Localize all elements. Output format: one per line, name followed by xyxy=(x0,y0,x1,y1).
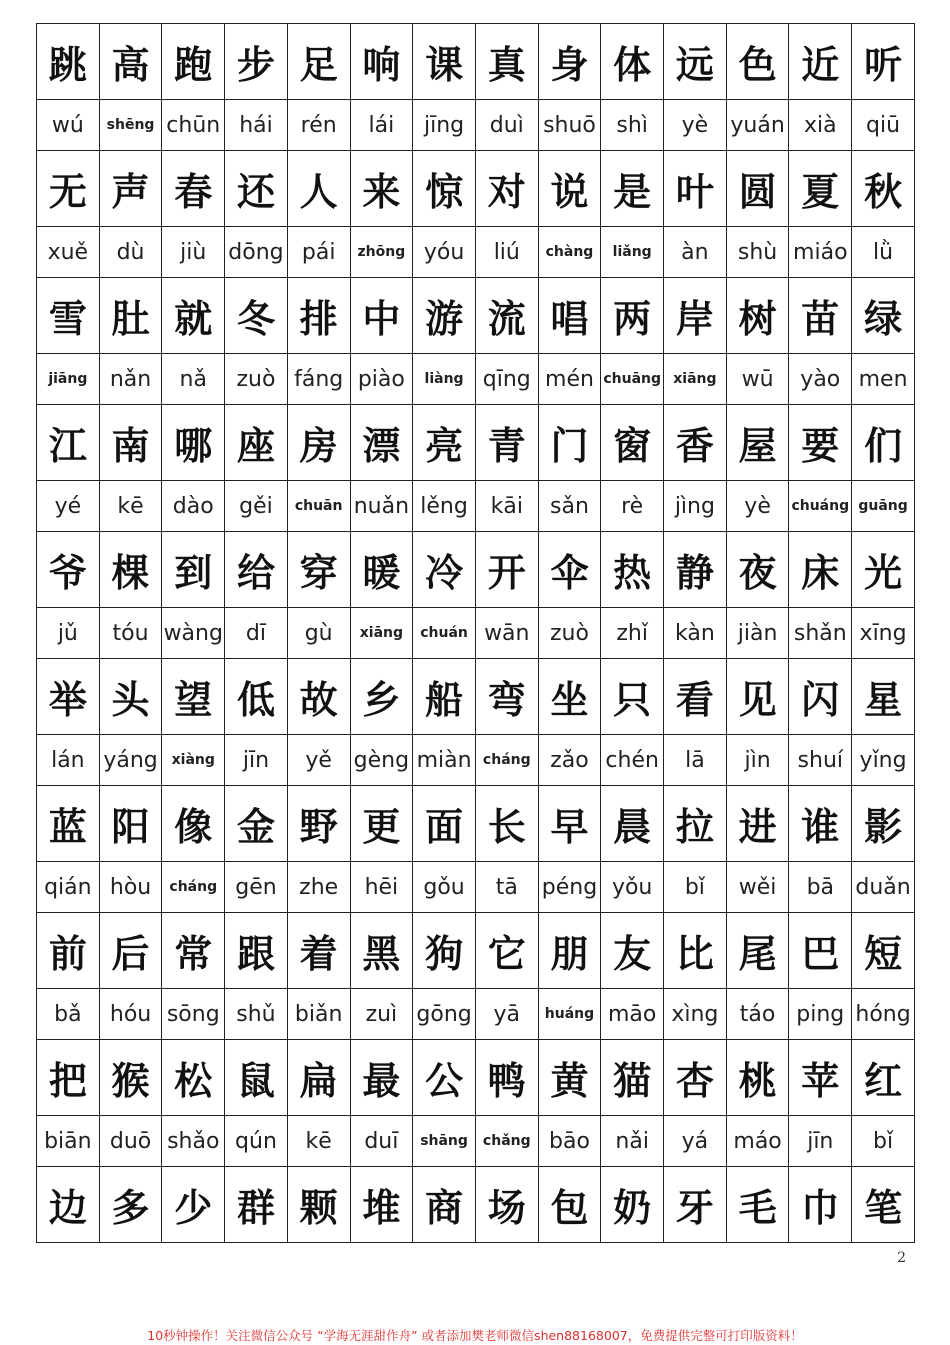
pinyin-cell: yě xyxy=(287,735,350,786)
hanzi-cell: 见 xyxy=(726,659,789,735)
hanzi-cell: 惊 xyxy=(413,151,476,227)
pinyin-cell: shuí xyxy=(789,735,852,786)
hanzi-cell: 高 xyxy=(99,24,162,100)
hanzi-cell: 真 xyxy=(475,24,538,100)
pinyin-cell: chàng xyxy=(538,227,601,278)
pinyin-cell: jiù xyxy=(162,227,225,278)
hanzi-cell: 跳 xyxy=(37,24,100,100)
hanzi-cell: 星 xyxy=(852,659,915,735)
hanzi-cell: 前 xyxy=(37,913,100,989)
pinyin-cell: jǔ xyxy=(37,608,100,659)
hanzi-cell: 说 xyxy=(538,151,601,227)
pinyin-cell: chuāng xyxy=(601,354,664,405)
hanzi-row xyxy=(37,1167,915,1243)
hanzi-row xyxy=(37,913,915,989)
pinyin-cell: jiāng xyxy=(37,354,100,405)
pinyin-cell: nǎn xyxy=(99,354,162,405)
pinyin-cell: dōng xyxy=(225,227,288,278)
pinyin-cell: gōng xyxy=(413,989,476,1040)
hanzi-cell: 房 xyxy=(287,405,350,481)
pinyin-cell: jīn xyxy=(789,1116,852,1167)
hanzi-row xyxy=(37,151,915,227)
pinyin-cell: yáng xyxy=(99,735,162,786)
hanzi-cell: 冷 xyxy=(413,532,476,608)
pinyin-row xyxy=(37,862,915,913)
pinyin-cell: zuì xyxy=(350,989,413,1040)
pinyin-cell: liú xyxy=(475,227,538,278)
pinyin-cell: yá xyxy=(664,1116,727,1167)
hanzi-cell: 哪 xyxy=(162,405,225,481)
hanzi-cell: 中 xyxy=(350,278,413,354)
pinyin-cell: yào xyxy=(789,354,852,405)
hanzi-cell: 只 xyxy=(601,659,664,735)
hanzi-cell: 课 xyxy=(413,24,476,100)
hanzi-cell: 远 xyxy=(664,24,727,100)
hanzi-cell: 南 xyxy=(99,405,162,481)
hanzi-cell: 体 xyxy=(601,24,664,100)
pinyin-cell: hēi xyxy=(350,862,413,913)
hanzi-cell: 岸 xyxy=(664,278,727,354)
pinyin-cell: liǎng xyxy=(601,227,664,278)
hanzi-cell: 黄 xyxy=(538,1040,601,1116)
pinyin-cell: duì xyxy=(475,100,538,151)
hanzi-cell: 猫 xyxy=(601,1040,664,1116)
hanzi-row xyxy=(37,278,915,354)
pinyin-cell: gǒu xyxy=(413,862,476,913)
page-number: 2 xyxy=(897,1250,906,1266)
hanzi-cell: 夏 xyxy=(789,151,852,227)
pinyin-cell: xià xyxy=(789,100,852,151)
pinyin-cell: bǐ xyxy=(664,862,727,913)
pinyin-cell: sōng xyxy=(162,989,225,1040)
hanzi-cell: 低 xyxy=(225,659,288,735)
pinyin-cell: mén xyxy=(538,354,601,405)
pinyin-cell: māo xyxy=(601,989,664,1040)
hanzi-cell: 身 xyxy=(538,24,601,100)
pinyin-cell: kē xyxy=(287,1116,350,1167)
hanzi-cell: 要 xyxy=(789,405,852,481)
pinyin-cell: yǒu xyxy=(601,862,664,913)
pinyin-row xyxy=(37,100,915,151)
hanzi-cell: 来 xyxy=(350,151,413,227)
pinyin-cell: dù xyxy=(99,227,162,278)
hanzi-cell: 商 xyxy=(413,1167,476,1243)
pinyin-cell: wú xyxy=(37,100,100,151)
hanzi-cell: 唱 xyxy=(538,278,601,354)
hanzi-cell: 后 xyxy=(99,913,162,989)
hanzi-cell: 雪 xyxy=(37,278,100,354)
hanzi-cell: 听 xyxy=(852,24,915,100)
pinyin-row xyxy=(37,989,915,1040)
hanzi-cell: 故 xyxy=(287,659,350,735)
hanzi-cell: 船 xyxy=(413,659,476,735)
pinyin-cell: chuān xyxy=(287,481,350,532)
pinyin-cell: zhe xyxy=(287,862,350,913)
hanzi-cell: 早 xyxy=(538,786,601,862)
pinyin-cell: shù xyxy=(726,227,789,278)
hanzi-cell: 响 xyxy=(350,24,413,100)
hanzi-cell: 青 xyxy=(475,405,538,481)
hanzi-cell: 把 xyxy=(37,1040,100,1116)
character-table xyxy=(36,23,915,1243)
hanzi-cell: 色 xyxy=(726,24,789,100)
pinyin-cell: hóu xyxy=(99,989,162,1040)
pinyin-cell: xiāng xyxy=(664,354,727,405)
hanzi-cell: 们 xyxy=(852,405,915,481)
hanzi-cell: 就 xyxy=(162,278,225,354)
hanzi-cell: 举 xyxy=(37,659,100,735)
pinyin-cell: qián xyxy=(37,862,100,913)
pinyin-cell: nǎ xyxy=(162,354,225,405)
hanzi-cell: 常 xyxy=(162,913,225,989)
hanzi-cell: 开 xyxy=(475,532,538,608)
hanzi-cell: 多 xyxy=(99,1167,162,1243)
hanzi-row xyxy=(37,659,915,735)
hanzi-cell: 奶 xyxy=(601,1167,664,1243)
pinyin-cell: ping xyxy=(789,989,852,1040)
pinyin-cell: lǜ xyxy=(852,227,915,278)
pinyin-cell: shuō xyxy=(538,100,601,151)
pinyin-row xyxy=(37,354,915,405)
pinyin-cell: tā xyxy=(475,862,538,913)
pinyin-cell: zǎo xyxy=(538,735,601,786)
hanzi-row xyxy=(37,24,915,100)
pinyin-cell: biǎn xyxy=(287,989,350,1040)
hanzi-cell: 漂 xyxy=(350,405,413,481)
pinyin-cell: jīng xyxy=(413,100,476,151)
hanzi-cell: 秋 xyxy=(852,151,915,227)
hanzi-cell: 跟 xyxy=(225,913,288,989)
pinyin-cell: xiāng xyxy=(350,608,413,659)
pinyin-cell: nuǎn xyxy=(350,481,413,532)
hanzi-cell: 穿 xyxy=(287,532,350,608)
pinyin-cell: fáng xyxy=(287,354,350,405)
pinyin-cell: xīng xyxy=(852,608,915,659)
pinyin-cell: yè xyxy=(726,481,789,532)
hanzi-cell: 像 xyxy=(162,786,225,862)
pinyin-cell: yuán xyxy=(726,100,789,151)
pinyin-cell: hòu xyxy=(99,862,162,913)
pinyin-cell: liàng xyxy=(413,354,476,405)
pinyin-cell: lā xyxy=(664,735,727,786)
pinyin-cell: hái xyxy=(225,100,288,151)
hanzi-cell: 树 xyxy=(726,278,789,354)
hanzi-cell: 跑 xyxy=(162,24,225,100)
hanzi-cell: 弯 xyxy=(475,659,538,735)
pinyin-cell: shǎo xyxy=(162,1116,225,1167)
hanzi-cell: 近 xyxy=(789,24,852,100)
hanzi-cell: 桃 xyxy=(726,1040,789,1116)
hanzi-cell: 鼠 xyxy=(225,1040,288,1116)
hanzi-cell: 春 xyxy=(162,151,225,227)
pinyin-cell: qīng xyxy=(475,354,538,405)
hanzi-cell: 排 xyxy=(287,278,350,354)
hanzi-cell: 进 xyxy=(726,786,789,862)
hanzi-cell: 闪 xyxy=(789,659,852,735)
pinyin-cell: pái xyxy=(287,227,350,278)
pinyin-cell: péng xyxy=(538,862,601,913)
pinyin-cell: jiàn xyxy=(726,608,789,659)
hanzi-cell: 声 xyxy=(99,151,162,227)
pinyin-cell: gèng xyxy=(350,735,413,786)
pinyin-cell: rè xyxy=(601,481,664,532)
pinyin-cell: miáo xyxy=(789,227,852,278)
pinyin-cell: piào xyxy=(350,354,413,405)
pinyin-cell: shì xyxy=(601,100,664,151)
pinyin-cell: tóu xyxy=(99,608,162,659)
hanzi-cell: 游 xyxy=(413,278,476,354)
hanzi-cell: 望 xyxy=(162,659,225,735)
hanzi-cell: 到 xyxy=(162,532,225,608)
hanzi-cell: 公 xyxy=(413,1040,476,1116)
hanzi-cell: 牙 xyxy=(664,1167,727,1243)
hanzi-cell: 谁 xyxy=(789,786,852,862)
hanzi-cell: 坐 xyxy=(538,659,601,735)
hanzi-cell: 看 xyxy=(664,659,727,735)
hanzi-cell: 叶 xyxy=(664,151,727,227)
hanzi-cell: 猴 xyxy=(99,1040,162,1116)
hanzi-cell: 座 xyxy=(225,405,288,481)
hanzi-cell: 群 xyxy=(225,1167,288,1243)
pinyin-cell: gěi xyxy=(225,481,288,532)
pinyin-cell: qiū xyxy=(852,100,915,151)
pinyin-cell: bǐ xyxy=(852,1116,915,1167)
pinyin-cell: wān xyxy=(475,608,538,659)
pinyin-cell: chūn xyxy=(162,100,225,151)
pinyin-cell: lán xyxy=(37,735,100,786)
hanzi-cell: 暖 xyxy=(350,532,413,608)
hanzi-cell: 伞 xyxy=(538,532,601,608)
hanzi-cell: 足 xyxy=(287,24,350,100)
pinyin-cell: zhǐ xyxy=(601,608,664,659)
pinyin-row xyxy=(37,608,915,659)
pinyin-cell: gēn xyxy=(225,862,288,913)
hanzi-cell: 鸭 xyxy=(475,1040,538,1116)
pinyin-cell: qún xyxy=(225,1116,288,1167)
hanzi-cell: 友 xyxy=(601,913,664,989)
pinyin-cell: kàn xyxy=(664,608,727,659)
pinyin-cell: duō xyxy=(99,1116,162,1167)
hanzi-row xyxy=(37,786,915,862)
hanzi-cell: 堆 xyxy=(350,1167,413,1243)
hanzi-cell: 影 xyxy=(852,786,915,862)
hanzi-cell: 给 xyxy=(225,532,288,608)
pinyin-cell: shǎn xyxy=(789,608,852,659)
hanzi-cell: 少 xyxy=(162,1167,225,1243)
pinyin-cell: rén xyxy=(287,100,350,151)
pinyin-cell: yóu xyxy=(413,227,476,278)
hanzi-cell: 头 xyxy=(99,659,162,735)
pinyin-cell: duī xyxy=(350,1116,413,1167)
hanzi-cell: 夜 xyxy=(726,532,789,608)
pinyin-cell: yè xyxy=(664,100,727,151)
pinyin-cell: wàng xyxy=(162,608,225,659)
pinyin-cell: xìng xyxy=(664,989,727,1040)
hanzi-cell: 江 xyxy=(37,405,100,481)
pinyin-cell: máo xyxy=(726,1116,789,1167)
hanzi-cell: 巾 xyxy=(789,1167,852,1243)
pinyin-cell: men xyxy=(852,354,915,405)
pinyin-cell: xiàng xyxy=(162,735,225,786)
hanzi-cell: 蓝 xyxy=(37,786,100,862)
hanzi-cell: 着 xyxy=(287,913,350,989)
pinyin-cell: cháng xyxy=(475,735,538,786)
hanzi-cell: 无 xyxy=(37,151,100,227)
hanzi-row xyxy=(37,405,915,481)
pinyin-cell: guāng xyxy=(852,481,915,532)
pinyin-cell: cháng xyxy=(162,862,225,913)
hanzi-cell: 是 xyxy=(601,151,664,227)
hanzi-cell: 香 xyxy=(664,405,727,481)
hanzi-cell: 冬 xyxy=(225,278,288,354)
hanzi-cell: 棵 xyxy=(99,532,162,608)
hanzi-cell: 肚 xyxy=(99,278,162,354)
pinyin-cell: bā xyxy=(789,862,852,913)
pinyin-row xyxy=(37,227,915,278)
hanzi-cell: 最 xyxy=(350,1040,413,1116)
footer-note: 10秒钟操作！关注微信公众号 “学海无涯甜作舟” 或者添加樊老师微信shen88168007，免费提供完整可打印版资料！ xyxy=(147,1328,803,1343)
hanzi-cell: 静 xyxy=(664,532,727,608)
pinyin-cell: wū xyxy=(726,354,789,405)
pinyin-cell: sǎn xyxy=(538,481,601,532)
hanzi-cell: 红 xyxy=(852,1040,915,1116)
hanzi-row xyxy=(37,1040,915,1116)
hanzi-cell: 它 xyxy=(475,913,538,989)
hanzi-cell: 对 xyxy=(475,151,538,227)
hanzi-cell: 光 xyxy=(852,532,915,608)
hanzi-cell: 阳 xyxy=(99,786,162,862)
pinyin-cell: shēng xyxy=(99,100,162,151)
pinyin-cell: biān xyxy=(37,1116,100,1167)
hanzi-cell: 乡 xyxy=(350,659,413,735)
pinyin-cell: lái xyxy=(350,100,413,151)
pinyin-cell: chén xyxy=(601,735,664,786)
hanzi-cell: 爷 xyxy=(37,532,100,608)
hanzi-cell: 毛 xyxy=(726,1167,789,1243)
hanzi-cell: 窗 xyxy=(601,405,664,481)
pinyin-cell: jīn xyxy=(225,735,288,786)
hanzi-cell: 野 xyxy=(287,786,350,862)
hanzi-cell: 两 xyxy=(601,278,664,354)
pinyin-cell: xuě xyxy=(37,227,100,278)
hanzi-cell: 长 xyxy=(475,786,538,862)
pinyin-cell: táo xyxy=(726,989,789,1040)
hanzi-cell: 狗 xyxy=(413,913,476,989)
pinyin-cell: chuáng xyxy=(789,481,852,532)
hanzi-cell: 面 xyxy=(413,786,476,862)
pinyin-cell: dī xyxy=(225,608,288,659)
hanzi-cell: 门 xyxy=(538,405,601,481)
hanzi-cell: 流 xyxy=(475,278,538,354)
hanzi-cell: 金 xyxy=(225,786,288,862)
hanzi-cell: 苹 xyxy=(789,1040,852,1116)
pinyin-cell: gù xyxy=(287,608,350,659)
pinyin-cell: nǎi xyxy=(601,1116,664,1167)
hanzi-cell: 亮 xyxy=(413,405,476,481)
pinyin-cell: dào xyxy=(162,481,225,532)
pinyin-cell: shāng xyxy=(413,1116,476,1167)
hanzi-cell: 颗 xyxy=(287,1167,350,1243)
pinyin-cell: zhōng xyxy=(350,227,413,278)
hanzi-cell: 黑 xyxy=(350,913,413,989)
hanzi-cell: 绿 xyxy=(852,278,915,354)
pinyin-cell: kāi xyxy=(475,481,538,532)
hanzi-cell: 屋 xyxy=(726,405,789,481)
pinyin-cell: jìn xyxy=(726,735,789,786)
hanzi-cell: 朋 xyxy=(538,913,601,989)
pinyin-cell: yé xyxy=(37,481,100,532)
hanzi-cell: 边 xyxy=(37,1167,100,1243)
hanzi-cell: 比 xyxy=(664,913,727,989)
pinyin-cell: yǐng xyxy=(852,735,915,786)
pinyin-row xyxy=(37,735,915,786)
hanzi-cell: 热 xyxy=(601,532,664,608)
pinyin-row xyxy=(37,481,915,532)
pinyin-cell: duǎn xyxy=(852,862,915,913)
pinyin-row xyxy=(37,1116,915,1167)
pinyin-cell: kē xyxy=(99,481,162,532)
hanzi-cell: 还 xyxy=(225,151,288,227)
hanzi-cell: 更 xyxy=(350,786,413,862)
hanzi-cell: 场 xyxy=(475,1167,538,1243)
hanzi-cell: 人 xyxy=(287,151,350,227)
hanzi-row xyxy=(37,532,915,608)
hanzi-cell: 杏 xyxy=(664,1040,727,1116)
pinyin-cell: jìng xyxy=(664,481,727,532)
hanzi-cell: 扁 xyxy=(287,1040,350,1116)
hanzi-cell: 松 xyxy=(162,1040,225,1116)
pinyin-cell: zuò xyxy=(225,354,288,405)
hanzi-cell: 步 xyxy=(225,24,288,100)
hanzi-cell: 包 xyxy=(538,1167,601,1243)
pinyin-cell: bāo xyxy=(538,1116,601,1167)
hanzi-cell: 苗 xyxy=(789,278,852,354)
hanzi-cell: 拉 xyxy=(664,786,727,862)
pinyin-cell: àn xyxy=(664,227,727,278)
pinyin-cell: yā xyxy=(475,989,538,1040)
hanzi-cell: 短 xyxy=(852,913,915,989)
pinyin-cell: miàn xyxy=(413,735,476,786)
pinyin-cell: lěng xyxy=(413,481,476,532)
hanzi-cell: 床 xyxy=(789,532,852,608)
pinyin-cell: bǎ xyxy=(37,989,100,1040)
pinyin-cell: hóng xyxy=(852,989,915,1040)
pinyin-cell: wěi xyxy=(726,862,789,913)
hanzi-cell: 尾 xyxy=(726,913,789,989)
pinyin-cell: zuò xyxy=(538,608,601,659)
pinyin-cell: huáng xyxy=(538,989,601,1040)
pinyin-cell: shǔ xyxy=(225,989,288,1040)
pinyin-cell: chǎng xyxy=(475,1116,538,1167)
hanzi-cell: 笔 xyxy=(852,1167,915,1243)
hanzi-cell: 巴 xyxy=(789,913,852,989)
pinyin-cell: chuán xyxy=(413,608,476,659)
hanzi-cell: 圆 xyxy=(726,151,789,227)
hanzi-cell: 晨 xyxy=(601,786,664,862)
